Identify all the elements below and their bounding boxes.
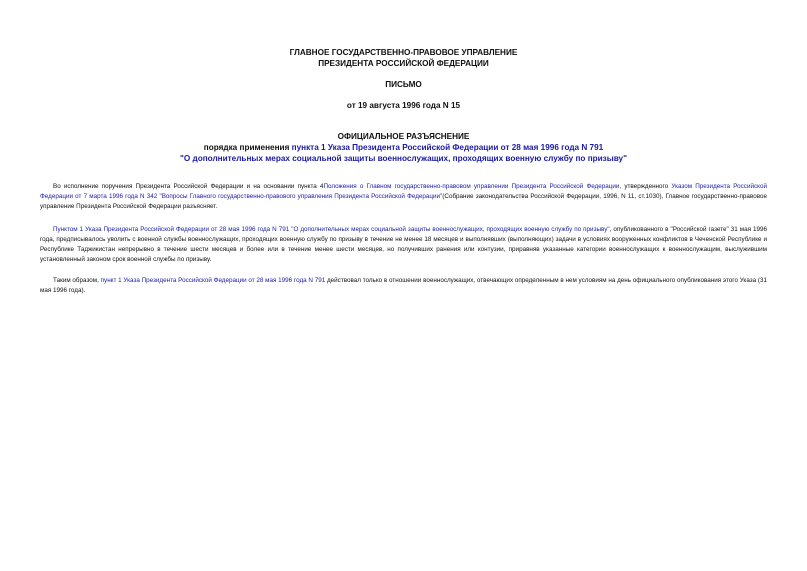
paragraph-2 xyxy=(40,225,767,265)
document-type: ПИСЬМО xyxy=(385,80,422,89)
paragraph-3-text-3: действовал только в отношении военнослужащих, отвечающих определенным в нем условиям на день официального опубликования этого Указа (31 мая 1996 года). xyxy=(40,277,768,294)
paragraph-1-text-3: (Собрание законодательства Российской Федерации, 1996, N 11, ст.1030), Главное государственно-правовое управление Президента Российской Федерации разъясняет. xyxy=(40,193,767,210)
document-title: ОФИЦИАЛЬНОЕ РАЗЪЯСНЕНИЕ xyxy=(337,132,470,141)
clause-1-link[interactable]: пункт 1 xyxy=(100,277,122,284)
decree-link[interactable]: пункта 1 Указа Президента Российской Федерации от 28 мая 1996 года N 791 xyxy=(291,143,604,152)
paragraph-3-text-1: Таким образом, xyxy=(53,277,101,284)
paragraph-1-text-1: Во исполнение поручения Президента Российской Федерации и на основании пункта 4 xyxy=(53,183,324,190)
paragraph-1-text-2: , утвержденного xyxy=(619,183,672,190)
regulation-link[interactable]: Положения о Главном государственно-правовом управлении Президента Российской Федерации xyxy=(323,183,620,190)
subtitle-prefix: порядка применения xyxy=(203,143,292,152)
document-subtitle xyxy=(0,142,807,153)
issuer-line-2: ПРЕЗИДЕНТА РОССИЙСКОЙ ФЕДЕРАЦИИ xyxy=(318,59,489,68)
paragraph-1 xyxy=(40,182,767,212)
decree-342-link[interactable]: Указом Президента Российской Федерации от 7 марта 1996 года N 342 "Вопросы Главного государственно-правового управления Президента Российской Федерации" xyxy=(40,183,767,200)
issuer-block xyxy=(0,47,807,69)
document-date-number: от 19 августа 1996 года N 15 xyxy=(346,101,461,110)
decree-title-link[interactable]: "О дополнительных мерах социальной защиты военнослужащих, проходящих военную службу по призыву" xyxy=(180,154,627,163)
paragraph-3 xyxy=(40,276,767,296)
paragraph-2-text-1: , опубликованного в "Российской газете" 31 мая 1996 года, предписывалось уволить с военной службы военнослужащих, проходящих военную службу по призыву в течение не менее 18 месяцев и выполнявших (выполняющих) задачи в условиях вооруженных конфликтов в Чеченской Республике и Республике Таджикистан непрерывно в течение шести месяцев и более или в течение менее шести месяцев, но получивших ранения или контузии, приравняв указанные категории военнослужащих к военнослужащим, выслужившим установленный законом срок военной службы по призыву. xyxy=(40,226,767,263)
document-title-block xyxy=(0,131,807,164)
decree-791-link[interactable]: Указа Президента Российской Федерации от 28 мая 1996 года N 791 xyxy=(123,277,326,284)
decree-791-clause-link[interactable]: Пунктом 1 Указа Президента Российской Федерации от 28 мая 1996 года N 791 "О дополнительных мерах социальной защиты военнослужащих, проходящих военную службу по призыву" xyxy=(53,226,610,233)
issuer-line-1: ГЛАВНОЕ ГОСУДАРСТВЕННО-ПРАВОВОЕ УПРАВЛЕНИЕ xyxy=(289,48,518,57)
